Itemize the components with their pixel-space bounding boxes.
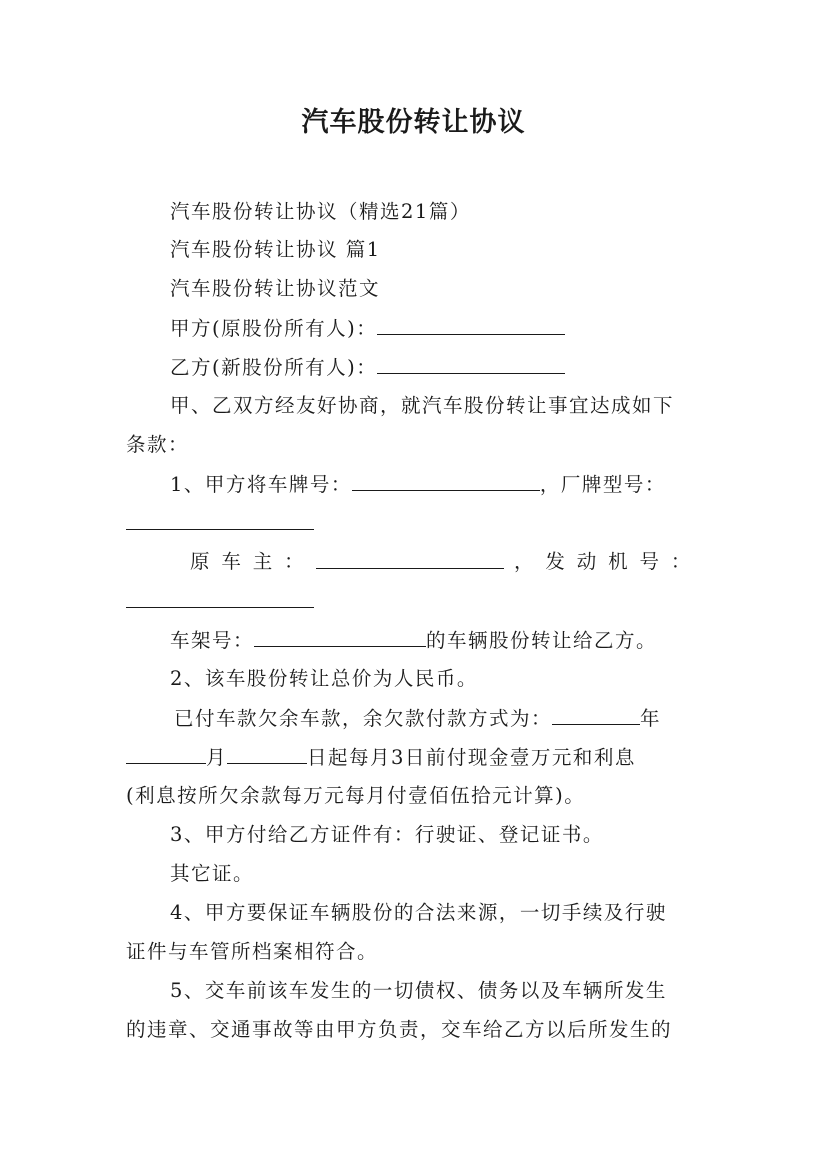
frame-number-label: 车架号： — [170, 629, 255, 652]
original-owner-blank — [316, 550, 504, 569]
clause-1-plate-label: 1、甲方将车牌号： — [170, 473, 352, 496]
clause-1-line-3 — [190, 550, 692, 574]
clause-1-line-1 — [170, 472, 666, 497]
other-documents-line: 其它证。 — [170, 862, 255, 885]
original-owner-char-2: 车 — [221, 550, 243, 573]
model-blank — [126, 511, 314, 530]
clause-4-line-2: 证件与车管所档案相符合。 — [126, 940, 379, 963]
frame-number-line — [170, 628, 657, 653]
frame-number-tail: 的车辆股份转让给乙方。 — [426, 629, 658, 652]
intro-line-1: 甲、乙双方经友好协商，就汽车股份转让事宜达成如下 — [170, 394, 675, 417]
plate-number-blank — [352, 472, 540, 491]
engine-char-2: 动 — [576, 550, 598, 573]
clause-5-line-1: 5、交车前该车发生的一切债权、债务以及车辆所发生 — [170, 979, 667, 1002]
payment-schedule-text: 日起每月3日前付现金壹万元和利息 — [307, 746, 636, 769]
party-a-label: 甲方(原股份所有人)： — [170, 317, 378, 340]
month-label: 月 — [206, 746, 228, 769]
party-b-label: 乙方(新股份所有人)： — [170, 356, 378, 379]
engine-blank-line — [126, 589, 314, 614]
party-b-line — [170, 355, 565, 380]
clause-3-line: 3、甲方付给乙方证件有：行驶证、登记证书。 — [170, 823, 604, 846]
clause-4-line-1: 4、甲方要保证车辆股份的合法来源，一切手续及行驶 — [170, 901, 667, 924]
document-title: 汽车股份转让协议 — [301, 107, 526, 138]
clause-1-comma: ， — [513, 550, 535, 573]
subtitle-line: 汽车股份转让协议（精选21篇） — [170, 200, 471, 223]
engine-char-4: 号 — [639, 550, 661, 573]
original-owner-colon: ： — [284, 550, 306, 573]
heading-line: 汽车股份转让协议 篇1 — [170, 238, 381, 261]
clause-1-model-label: ，厂牌型号： — [539, 473, 666, 496]
year-blank — [552, 706, 640, 725]
payment-line-1 — [174, 706, 661, 731]
party-a-line — [170, 316, 565, 341]
payment-line-2 — [126, 745, 636, 770]
frame-number-blank — [254, 628, 426, 647]
model-blank-line — [126, 511, 314, 536]
original-owner-char-1: 原 — [190, 550, 212, 573]
clause-2-line: 2、该车股份转让总价为人民币。 — [170, 667, 478, 690]
sample-line: 汽车股份转让协议范文 — [170, 277, 381, 300]
original-owner-char-3: 主 — [252, 550, 274, 573]
party-b-blank — [377, 355, 565, 374]
engine-char-3: 机 — [608, 550, 630, 573]
payment-method-label: 已付车款欠余车款，余欠款付款方式为： — [174, 707, 553, 730]
year-label: 年 — [640, 707, 662, 730]
day-blank — [227, 745, 307, 764]
month-start-blank — [126, 745, 206, 764]
intro-line-2: 条款： — [126, 433, 190, 456]
payment-line-3: (利息按所欠余款每万元每月付壹佰伍拾元计算)。 — [126, 784, 586, 807]
engine-char-1: 发 — [545, 550, 567, 573]
party-a-blank — [377, 316, 565, 335]
engine-colon: ： — [670, 550, 692, 573]
engine-number-blank — [126, 589, 314, 608]
clause-5-line-2: 的违章、交通事故等由甲方负责，交车给乙方以后所发生的 — [126, 1018, 673, 1041]
